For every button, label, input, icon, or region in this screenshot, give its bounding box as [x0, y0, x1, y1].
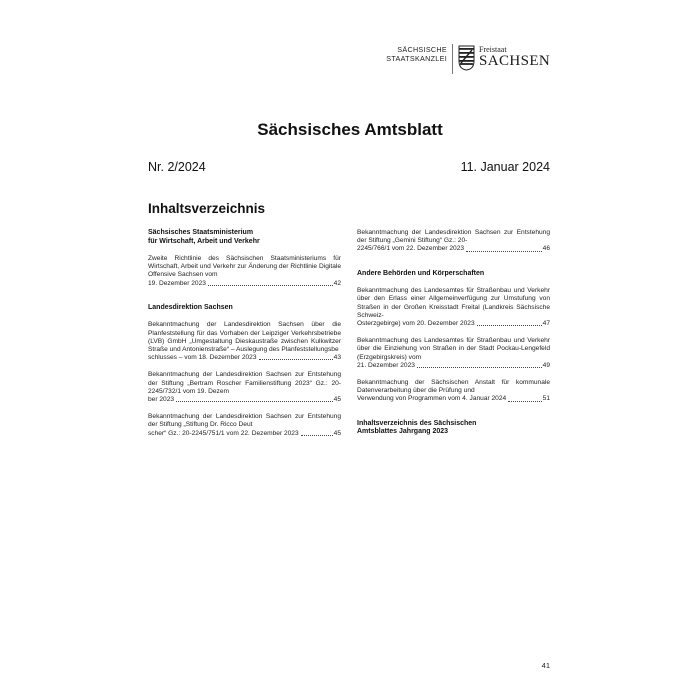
toc-entry-text-end: ber 2023 [148, 395, 175, 403]
state-name: SACHSEN [479, 53, 551, 69]
section-heading-line: Inhaltsverzeichnis des Sächsischen [357, 419, 477, 427]
page-number: 41 [541, 661, 550, 670]
toc-entry[interactable] [148, 255, 341, 288]
toc-entry[interactable] [357, 379, 550, 404]
toc-heading: Inhaltsverzeichnis [148, 201, 266, 216]
section-heading-jahrgang[interactable] [357, 420, 550, 437]
toc-entry-last-line [148, 396, 341, 404]
toc-entry-last-line [357, 395, 550, 403]
toc-right-column [357, 229, 550, 437]
toc-page-number: 51 [542, 395, 550, 403]
toc-entry[interactable] [357, 287, 550, 328]
toc-page-number: 47 [542, 319, 550, 327]
toc-entry-text: Bekanntmachung des Landesamtes für Straßenbau und Verkehr über die Einziehung von Straßen in der Stadt Pockau-Lengefeld (Erzgebirgskreis) vom [357, 337, 550, 361]
toc-page-number: 42 [333, 279, 341, 287]
toc-entry-text-end: 2245/766/1 vom 22. Dezember 2023 [357, 245, 465, 253]
toc-entry-text: Bekanntmachung der Landesdirektion Sachsen zur Entstehung der Stiftung „Bertram Roscher Familienstiftung 2023“ Gz.: 20-2245/732/1 vom 19. Dezem [148, 371, 341, 395]
dotted-leader [176, 401, 333, 402]
toc-entry-text-end: Verwendung von Programmen vom 4. Januar 2024 [357, 395, 507, 403]
dotted-leader [477, 325, 542, 326]
section-heading-andere-behoerden: Andere Behörden und Körperschaften [357, 269, 485, 277]
dotted-leader [208, 285, 333, 286]
toc-entry-text: Bekanntmachung der Landesdirektion Sachsen zur Entstehung der Stiftung „Stiftung Dr. Ricco Deut [148, 413, 341, 429]
toc-entry-text: Bekanntmachung der Sächsischen Anstalt für kommunale Datenverarbeitung über die Prüfung und [357, 378, 550, 395]
toc-entry-text: Bekanntmachung der Landesdirektion Sachsen über die Planfeststellung für das Vorhaben der Leipziger Verkehrsbetriebe (LVB) GmbH „Umgestaltung Dieskaustraße zwischen Kulkwitzer Straße und Antonienstraße“ – Auslegung des Planfeststellungsbe [148, 321, 341, 353]
toc-entry-text-end: schlusses – vom 18. Dezember 2023 [148, 354, 257, 362]
coat-of-arms-icon [458, 45, 475, 71]
logo-divider [452, 44, 453, 74]
toc-entry[interactable] [357, 337, 550, 370]
toc-left-column [148, 229, 341, 438]
toc-entry-text: Bekanntmachung des Landesamtes für Straßenbau und Verkehr über den Erlass einer Allgemeinverfügung zur Umstufung von Straßen in der Großen Kreisstadt Freital (Landkreis Sächsische Schweiz- [357, 287, 550, 319]
toc-entry-last-line [148, 280, 341, 288]
section-heading-landesdirektion: Landesdirektion Sachsen [148, 303, 233, 311]
toc-page-number: 43 [333, 354, 341, 362]
dotted-leader [508, 401, 541, 402]
toc-entry-last-line [148, 354, 341, 362]
toc-entry-text: Zweite Richtlinie des Sächsischen Staatsministeriums für Wirtschaft, Arbeit und Verkehr zur Änderung der Richtlinie Digitale Offensive Sachsen vom [148, 255, 341, 279]
toc-entry-last-line [357, 362, 550, 370]
toc-entry[interactable] [148, 413, 341, 438]
toc-entry-text-end: 19. Dezember 2023 [148, 279, 206, 287]
toc-entry-last-line [357, 245, 550, 253]
agency-name-line2: STAATSKANZLEI [386, 54, 447, 63]
dotted-leader [301, 435, 333, 436]
toc-page-number: 46 [542, 245, 550, 253]
toc-page-number: 45 [333, 429, 341, 437]
staatskanzlei-logo [386, 45, 447, 63]
toc-entry-text-end: scher“ Gz.: 20-2245/751/1 vom 22. Dezember 2023 [148, 429, 299, 437]
agency-name-line1: SÄCHSISCHE [397, 45, 447, 54]
issue-number: Nr. 2/2024 [148, 160, 206, 174]
header-logo-area [386, 45, 552, 75]
document-title: Sächsisches Amtsblatt [257, 120, 443, 139]
toc-page-number: 49 [542, 361, 550, 369]
dotted-leader [417, 367, 542, 368]
dotted-leader [466, 251, 542, 252]
section-heading-smwa [148, 229, 341, 246]
toc-entry[interactable] [357, 229, 550, 254]
toc-entry-last-line [357, 320, 550, 328]
toc-entry-text-end: 21. Dezember 2023 [357, 361, 415, 369]
dotted-leader [259, 359, 333, 360]
toc-page-number: 45 [333, 395, 341, 403]
section-heading-line: Sächsisches Staatsministerium [148, 229, 254, 236]
toc-entry[interactable] [148, 371, 341, 404]
toc-entry-text-end: Osterzgebirge) vom 20. Dezember 2023 [357, 319, 475, 327]
issue-date: 11. Januar 2024 [460, 160, 550, 174]
section-heading-line: für Wirtschaft, Arbeit und Verkehr [148, 237, 260, 245]
toc-entry[interactable] [148, 321, 341, 362]
section-heading-line: Amtsblattes Jahrgang 2023 [357, 428, 449, 436]
state-prefix: Freistaat [479, 45, 507, 54]
toc-entry-text: Bekanntmachung der Landesdirektion Sachsen zur Entstehung der Stiftung „Gemini Stiftung“ Gz.: 20- [357, 229, 550, 245]
toc-entry-last-line [148, 430, 341, 438]
